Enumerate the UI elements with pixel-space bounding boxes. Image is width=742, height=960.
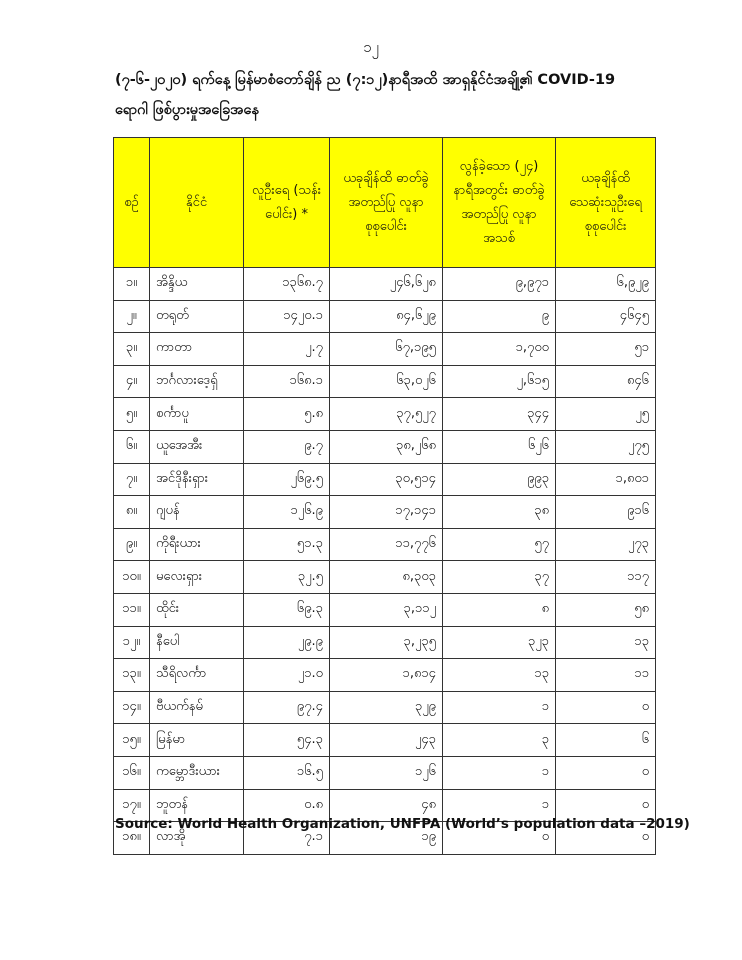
cell-country: နီပေါ	[150, 626, 244, 659]
cell-serial-no: ၂။	[114, 300, 150, 333]
cell-country: ဘူတန်	[150, 789, 244, 822]
cell-total-deaths: ၆	[556, 724, 656, 757]
cell-total-confirmed: ၁,၈၁၄	[330, 659, 443, 692]
header-serial-no: စဉ်	[114, 138, 150, 268]
table-row	[114, 268, 656, 301]
cell-new-confirmed: ၁	[443, 756, 556, 789]
cell-population: ၀.၈	[244, 789, 330, 822]
cell-total-deaths: ၂၇၃	[556, 528, 656, 561]
cell-new-confirmed: ၁	[443, 789, 556, 822]
table-row	[114, 365, 656, 398]
cell-total-confirmed: ၈,၃၀၃	[330, 561, 443, 594]
cell-total-deaths: ၂၇၅	[556, 430, 656, 463]
cell-country: ကာတာ	[150, 333, 244, 366]
cell-population: ၁၄၂၀.၁	[244, 300, 330, 333]
table-body	[114, 268, 656, 855]
cell-serial-no: ၁၆။	[114, 756, 150, 789]
cell-total-confirmed: ၁၁,၇၇၆	[330, 528, 443, 561]
cell-serial-no: ၄။	[114, 365, 150, 398]
cell-total-deaths: ၁၁	[556, 659, 656, 692]
cell-new-confirmed: ၃၈	[443, 496, 556, 529]
page-number: ၁၂	[363, 38, 379, 56]
cell-population: ၅၁.၃	[244, 528, 330, 561]
cell-population: ၅၄.၃	[244, 724, 330, 757]
cell-total-confirmed: ၃၇,၅၂၇	[330, 398, 443, 431]
cell-total-deaths: ၈၄၆	[556, 365, 656, 398]
cell-country: စင်္ကာပူ	[150, 398, 244, 431]
table-row	[114, 561, 656, 594]
cell-serial-no: ၃။	[114, 333, 150, 366]
cell-population: ၉၇.၄	[244, 691, 330, 724]
cell-population: ၁၆.၅	[244, 756, 330, 789]
cell-new-confirmed: ၂,၆၁၅	[443, 365, 556, 398]
cell-new-confirmed: ၉	[443, 300, 556, 333]
table-row	[114, 496, 656, 529]
cell-population: ၁၃၆၈.၇	[244, 268, 330, 301]
table-row	[114, 626, 656, 659]
table-row	[114, 463, 656, 496]
cell-country: အိန္ဒိယ	[150, 268, 244, 301]
cell-total-confirmed: ၂၄၃	[330, 724, 443, 757]
cell-country: ထိုင်း	[150, 593, 244, 626]
cell-new-confirmed: ၀	[443, 822, 556, 855]
cell-total-deaths: ၀	[556, 691, 656, 724]
cell-total-confirmed: ၆၇,၁၉၅	[330, 333, 443, 366]
cell-total-confirmed: ၁၉	[330, 822, 443, 855]
cell-serial-no: ၁၇။	[114, 789, 150, 822]
cell-country: ကိုရီးယား	[150, 528, 244, 561]
cell-serial-no: ၁၁။	[114, 593, 150, 626]
cell-serial-no: ၈။	[114, 496, 150, 529]
cell-total-confirmed: ၈၄,၆၂၉	[330, 300, 443, 333]
cell-country: မြန်မာ	[150, 724, 244, 757]
cell-total-deaths: ၀	[556, 789, 656, 822]
cell-total-deaths: ၁၁၇	[556, 561, 656, 594]
cell-country: ကမ္ဘောဒီးယား	[150, 756, 244, 789]
cell-country: တရုတ်	[150, 300, 244, 333]
cell-total-confirmed: ၃,၁၁၂	[330, 593, 443, 626]
page-title-line-1: (၇-၆-၂၀၂၀) ရက်နေ့ မြန်မာစံတော်ချိန် ည (၇:၁၂)နာရီအထိ အာရှနိုင်ငံအချို့၏ COVID-19	[115, 72, 616, 88]
cell-total-deaths: ၁၃	[556, 626, 656, 659]
cell-population: ၃၂.၅	[244, 561, 330, 594]
cell-total-deaths: ၉၁၆	[556, 496, 656, 529]
cell-population: ၂၁.၀	[244, 659, 330, 692]
cell-serial-no: ၆။	[114, 430, 150, 463]
cell-population: ၇.၁	[244, 822, 330, 855]
cell-serial-no: ၁၃။	[114, 659, 150, 692]
cell-total-confirmed: ၄၈	[330, 789, 443, 822]
cell-total-deaths: ၁,၈၀၁	[556, 463, 656, 496]
table-row	[114, 691, 656, 724]
cell-serial-no: ၁၅။	[114, 724, 150, 757]
cell-total-deaths: ၅၈	[556, 593, 656, 626]
cell-serial-no: ၁၂။	[114, 626, 150, 659]
cell-country: လာအို	[150, 822, 244, 855]
cell-new-confirmed: ၃၂၃	[443, 626, 556, 659]
cell-population: ၁၂၆.၉	[244, 496, 330, 529]
cell-population: ၂.၇	[244, 333, 330, 366]
cell-serial-no: ၁၀။	[114, 561, 150, 594]
source-note: Source: World Health Organization, UNFPA (World’s population data –2019)	[115, 816, 690, 832]
cell-new-confirmed: ၁၃	[443, 659, 556, 692]
cell-new-confirmed: ၅၇	[443, 528, 556, 561]
table-row	[114, 333, 656, 366]
cell-total-deaths: ၄၆၄၅	[556, 300, 656, 333]
cell-total-confirmed: ၃၀,၅၁၄	[330, 463, 443, 496]
cell-total-deaths: ၂၅	[556, 398, 656, 431]
header-new-confirmed-24h: လွန်ခဲ့သော (၂၄) နာရီအတွင်း ဓာတ်ခွဲအတည်ပြု လူနာအသစ်	[443, 138, 556, 268]
header-population: လူဦးရေ (သန်းပေါင်း) *	[244, 138, 330, 268]
cell-population: ၂၆၉.၅	[244, 463, 330, 496]
table-row	[114, 430, 656, 463]
header-country: နိုင်ငံ	[150, 138, 244, 268]
cell-country: ဂျပန်	[150, 496, 244, 529]
cell-new-confirmed: ၃	[443, 724, 556, 757]
table-row	[114, 398, 656, 431]
cell-serial-no: ၇။	[114, 463, 150, 496]
cell-serial-no: ၅။	[114, 398, 150, 431]
cell-population: ၁၆၈.၁	[244, 365, 330, 398]
cell-total-deaths: ၅၁	[556, 333, 656, 366]
cell-new-confirmed: ၁,၇၀၀	[443, 333, 556, 366]
cell-new-confirmed: ၆၂၆	[443, 430, 556, 463]
cell-serial-no: ၁။	[114, 268, 150, 301]
cell-total-confirmed: ၁၂၆	[330, 756, 443, 789]
header-total-confirmed: ယခုချိန်ထိ ဓာတ်ခွဲအတည်ပြု လူနာစုစုပေါင်း	[330, 138, 443, 268]
table-row	[114, 528, 656, 561]
cell-population: ၅.၈	[244, 398, 330, 431]
cell-total-confirmed: ၁၇,၁၄၁	[330, 496, 443, 529]
cell-new-confirmed: ၈	[443, 593, 556, 626]
cell-new-confirmed: ၁	[443, 691, 556, 724]
cell-total-confirmed: ၃၂၉	[330, 691, 443, 724]
table-row	[114, 300, 656, 333]
table-row	[114, 756, 656, 789]
cell-serial-no: ၉။	[114, 528, 150, 561]
cell-new-confirmed: ၃၇	[443, 561, 556, 594]
cell-total-confirmed: ၃,၂၃၅	[330, 626, 443, 659]
cell-total-confirmed: ၂၄၆,၆၂၈	[330, 268, 443, 301]
cell-total-deaths: ၀	[556, 756, 656, 789]
cell-country: ဘင်္ဂလားဒေ့ရှ်	[150, 365, 244, 398]
cell-population: ၂၉.၉	[244, 626, 330, 659]
table-header	[114, 138, 656, 268]
cell-country: ဗီယက်နမ်	[150, 691, 244, 724]
cell-serial-no: ၁၈။	[114, 822, 150, 855]
table-header-row	[114, 138, 656, 268]
cell-total-confirmed: ၆၃,၀၂၆	[330, 365, 443, 398]
cell-new-confirmed: ၉,၉၇၁	[443, 268, 556, 301]
cell-population: ၉.၇	[244, 430, 330, 463]
cell-population: ၆၉.၃	[244, 593, 330, 626]
page-title-line-2: ရောဂါ ဖြစ်ပွားမှုအခြေအနေ	[115, 102, 259, 118]
cell-new-confirmed: ၃၄၄	[443, 398, 556, 431]
cell-new-confirmed: ၉၉၃	[443, 463, 556, 496]
cell-country: ယူအေအီး	[150, 430, 244, 463]
cell-total-deaths: ၀	[556, 822, 656, 855]
cell-country: မလေးရှား	[150, 561, 244, 594]
cell-country: သီရိလင်္ကာ	[150, 659, 244, 692]
cell-country: အင်ဒိုနီးရှား	[150, 463, 244, 496]
cell-total-confirmed: ၃၈,၂၆၈	[330, 430, 443, 463]
header-total-deaths: ယခုချိန်ထိ သေဆုံးသူဦးရေ စုစုပေါင်း	[556, 138, 656, 268]
table-row	[114, 724, 656, 757]
table-row	[114, 659, 656, 692]
covid-cases-table	[113, 137, 656, 855]
cell-serial-no: ၁၄။	[114, 691, 150, 724]
table-row	[114, 593, 656, 626]
cell-total-deaths: ၆,၉၂၉	[556, 268, 656, 301]
